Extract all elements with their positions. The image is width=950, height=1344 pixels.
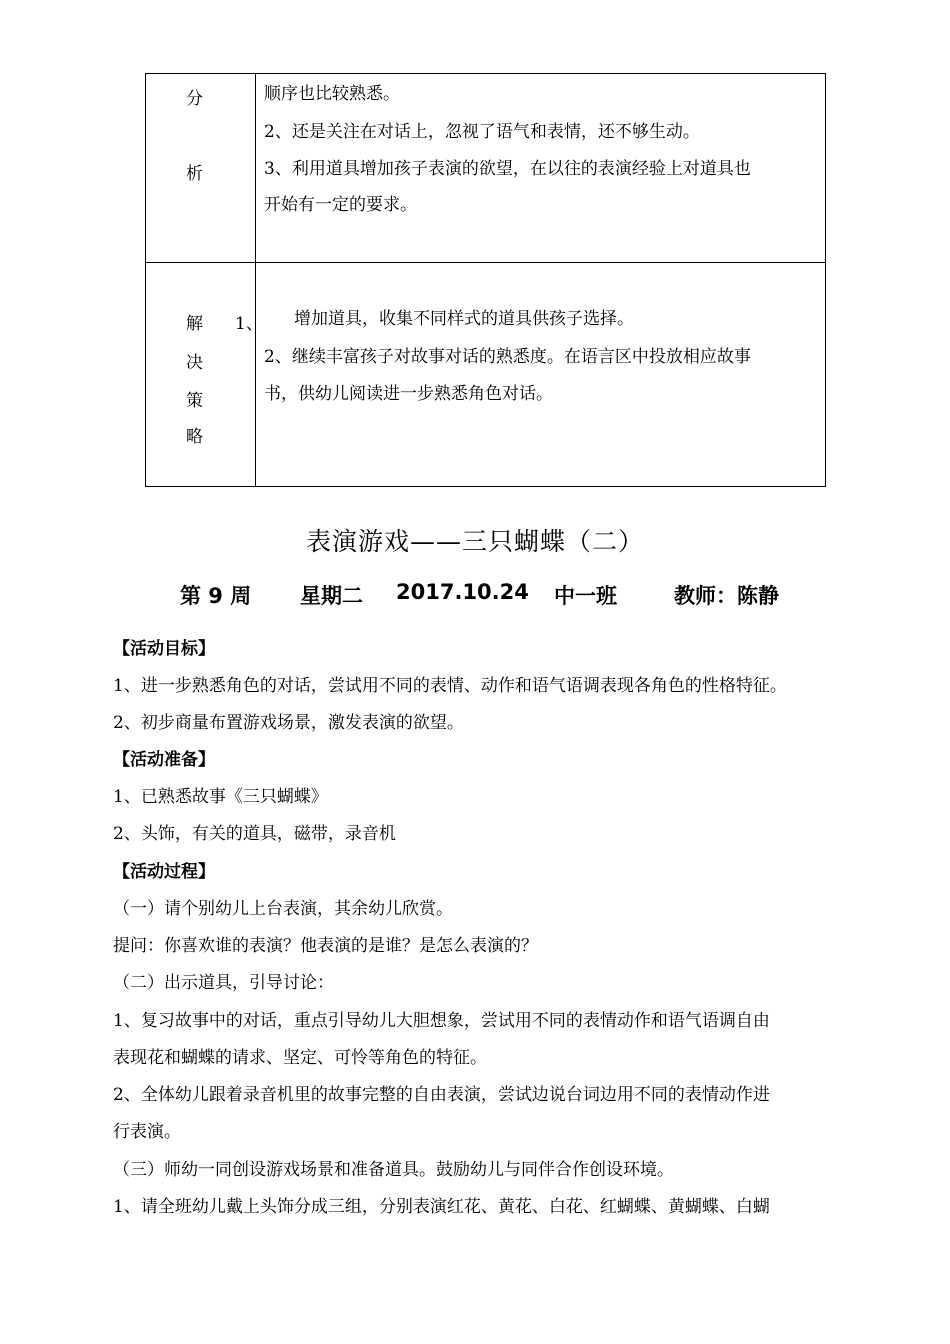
goal-heading: 【活动目标】: [113, 639, 215, 659]
solution-line-2: 2、继续丰富孩子对故事对话的熟悉度。在语言区中投放相应故事: [264, 347, 751, 367]
meta-week: 第 9 周: [180, 584, 252, 608]
process-line-1: （一）请个别幼儿上台表演，其余幼儿欣赏。: [113, 899, 453, 919]
analysis-line-2: 2、还是关注在对话上，忽视了语气和表情，还不够生动。: [264, 122, 700, 142]
process-line-2: 提问：你喜欢谁的表演？他表演的是谁？是怎么表演的？: [113, 936, 538, 956]
analysis-line-4: 开始有一定的要求。: [264, 195, 417, 215]
process-line-4: 1、复习故事中的对话，重点引导幼儿大胆想象，尝试用不同的表情动作和语气语调自由: [113, 1011, 770, 1031]
process-heading: 【活动过程】: [113, 862, 215, 882]
analysis-line-1: 顺序也比较熟悉。: [264, 84, 400, 104]
row-label-solution-2: 决: [186, 353, 203, 373]
meta-day: 星期二: [300, 584, 363, 608]
table-row-divider: [146, 262, 825, 263]
solution-line-3: 书，供幼儿阅读进一步熟悉角色对话。: [264, 384, 553, 404]
goal-item-2: 2、初步商量布置游戏场景，激发表演的欲望。: [113, 713, 464, 733]
process-line-9: 1、请全班幼儿戴上头饰分成三组，分别表演红花、黄花、白花、红蝴蝶、黄蝴蝶、白蝴: [113, 1197, 770, 1217]
process-line-6: 2、全体幼儿跟着录音机里的故事完整的自由表演，尝试边说台词边用不同的表情动作进: [113, 1085, 770, 1105]
analysis-line-3: 3、利用道具增加孩子表演的欲望，在以往的表演经验上对道具也: [264, 159, 751, 179]
row-label-analysis-2: 析: [186, 164, 203, 184]
page-title: 表演游戏——三只蝴蝶（二）: [305, 527, 644, 556]
table-column-divider: [255, 74, 256, 486]
row-label-solution-3: 策: [186, 391, 203, 411]
row-label-analysis-1: 分: [186, 89, 203, 109]
prep-item-1: 1、已熟悉故事《三只蝴蝶》: [113, 787, 328, 807]
process-line-8: （三）师幼一同创设游戏场景和准备道具。鼓励幼儿与同伴合作创设环境。: [113, 1160, 674, 1180]
meta-date: 2017.10.24: [396, 580, 529, 604]
goal-item-1: 1、进一步熟悉角色的对话，尝试用不同的表情、动作和语气语调表现各角色的性格特征。: [113, 676, 787, 696]
process-line-7: 行表演。: [113, 1122, 181, 1142]
prep-item-2: 2、头饰，有关的道具，磁带，录音机: [113, 824, 396, 844]
solution-line-1: 增加道具，收集不同样式的道具供孩子选择。: [294, 309, 634, 329]
analysis-table: [145, 73, 826, 487]
row-label-solution-1: 解: [186, 314, 203, 334]
meta-teacher: 教师：陈静: [674, 584, 779, 608]
prep-heading: 【活动准备】: [113, 750, 215, 770]
process-line-3: （二）出示道具，引导讨论：: [113, 973, 334, 993]
process-line-5: 表现花和蝴蝶的请求、坚定、可怜等角色的特征。: [113, 1048, 487, 1068]
row-label-solution-4: 略: [186, 427, 203, 447]
solution-number-1: 1、: [235, 314, 263, 334]
meta-class: 中一班: [554, 584, 617, 608]
